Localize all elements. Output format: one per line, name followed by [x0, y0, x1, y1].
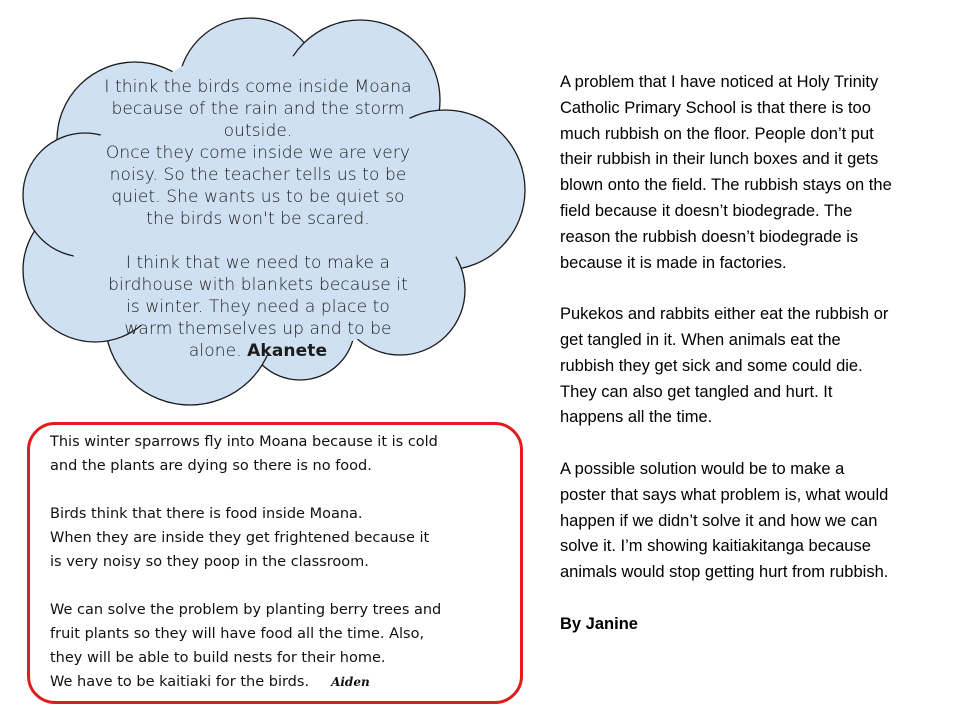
cloud-line: noisy. So the teacher tells us to be [109, 165, 407, 185]
red-line: Birds think that there is food inside Moana. [50, 506, 363, 522]
right-line: much rubbish on the floor. People don’t put [560, 124, 874, 143]
cloud-text [78, 76, 438, 362]
right-line: blown onto the field. The rubbish stays on the [560, 176, 892, 195]
byline: By Janine [560, 614, 638, 633]
red-line: is very noisy so they poop in the classroom. [50, 554, 369, 570]
right-line: happens all the time. [560, 408, 713, 427]
red-line-text: We have to be kaitiaki for the birds. [50, 674, 310, 690]
red-box-signature: Aiden [331, 675, 370, 689]
right-line: get tangled in it. When animals eat the [560, 330, 841, 349]
right-line: field because it doesn’t biodegrade. The [560, 201, 853, 220]
cloud-line-text: alone. [188, 341, 248, 361]
cloud-line: Once they come inside we are very [105, 143, 411, 163]
cloud-line: quiet. She wants us to be quiet so [111, 187, 405, 207]
red-line: This winter sparrows fly into Moana because it is cold [50, 434, 438, 450]
red-line: When they are inside they get frightened because it [50, 530, 430, 546]
right-line: Pukekos and rabbits either eat the rubbish or [560, 305, 889, 324]
cloud-line: I think the birds come inside Moana [104, 77, 412, 97]
cloud-line: I think that we need to make a [125, 253, 391, 273]
red-last-line [50, 670, 520, 694]
right-line: They can also get tangled and hurt. It [560, 382, 833, 401]
cloud-line: birdhouse with blankets because it [108, 275, 408, 295]
right-line: A possible solution would be to make a [560, 459, 845, 478]
right-line: happen if we didn’t solve it and how we can [560, 511, 878, 530]
right-line: poster that says what problem is, what would [560, 485, 889, 504]
red-line: they will be able to build nests for their home. [50, 650, 386, 666]
red-line: We can solve the problem by planting berry trees and [50, 602, 442, 618]
right-line: Catholic Primary School is that there is too [560, 98, 871, 117]
cloud-line: warm themselves up and to be [124, 319, 392, 339]
right-line: animals would stop getting hurt from rubbish. [560, 563, 889, 582]
right-line: their rubbish in their lunch boxes and it gets [560, 150, 879, 169]
cloud-author: Akanete [247, 341, 328, 361]
red-line: fruit plants so they will have food all the time. Also, [50, 626, 425, 642]
right-line: solve it. I’m showing kaitiakitanga because [560, 537, 871, 556]
cloud-line: is winter. They need a place to [126, 297, 390, 317]
red-box-text [50, 430, 520, 694]
cloud-line: the birds won't be scared. [146, 209, 370, 229]
right-column-text [560, 70, 950, 638]
red-line: and the plants are dying so there is no food. [50, 458, 372, 474]
cloud-last-line [78, 340, 438, 362]
cloud-line: because of the rain and the storm [111, 99, 405, 119]
cloud-line: outside. [223, 121, 293, 141]
right-line: rubbish they get sick and some could die. [560, 356, 863, 375]
right-line: reason the rubbish doesn’t biodegrade is [560, 227, 859, 246]
right-line: A problem that I have noticed at Holy Trinity [560, 73, 879, 91]
right-line: because it is made in factories. [560, 253, 787, 272]
